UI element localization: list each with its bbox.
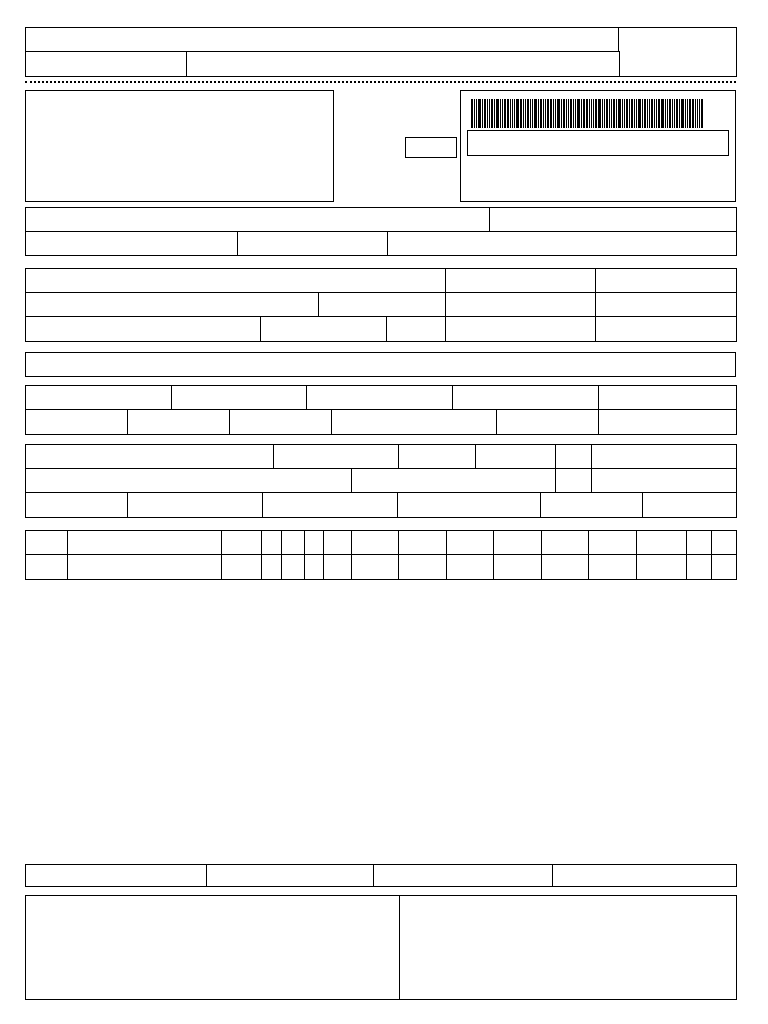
recipient-cnpj: [445, 268, 597, 293]
barcode-bar: [679, 99, 680, 128]
tax-total-invoice: [598, 409, 737, 435]
product-header-cell: [323, 530, 352, 555]
barcode-bar: [581, 99, 582, 128]
barcode-bar: [573, 99, 574, 128]
recipient-phone: [260, 316, 388, 342]
barcode-bar: [553, 99, 554, 128]
barcode-bar: [613, 99, 615, 128]
issuer-block: [25, 90, 334, 202]
barcode-bar: [667, 99, 668, 128]
operation-block: [25, 207, 736, 256]
recipient-district: [318, 292, 447, 317]
barcode-bar: [685, 99, 686, 128]
antt-code: [398, 444, 477, 469]
barcode-bar: [634, 99, 635, 128]
cut-line: [25, 81, 736, 83]
barcode-bar: [540, 99, 542, 128]
barcode-icon: [471, 99, 721, 128]
barcode-bar: [586, 99, 588, 128]
volume-species: [127, 492, 264, 518]
ie-st-field: [237, 231, 389, 256]
product-row-cell: [351, 554, 399, 580]
barcode-bar: [649, 99, 650, 128]
barcode-bar: [474, 99, 475, 128]
doc-type-box: [405, 137, 457, 158]
product-row-cell: [25, 554, 68, 580]
barcode-bar: [557, 99, 560, 128]
barcode-bar: [602, 99, 603, 128]
barcode-bar: [545, 99, 546, 128]
barcode-bar: [624, 99, 625, 128]
access-key-field: [467, 130, 729, 156]
recipient-time: [595, 316, 737, 342]
protocol-field: [489, 207, 737, 232]
barcode-bar: [575, 99, 576, 128]
barcode-bar: [687, 99, 688, 128]
barcode-bar: [695, 99, 696, 128]
tax-discount: [229, 409, 333, 435]
barcode-bar: [577, 99, 580, 128]
barcode-bar: [626, 99, 628, 128]
header-block: [25, 27, 736, 77]
product-header-cell: [351, 530, 399, 555]
barcode-bar: [629, 99, 630, 128]
barcode-bar: [606, 99, 608, 128]
net-weight: [642, 492, 737, 518]
volume-qty: [25, 492, 129, 518]
barcode-bar: [525, 99, 526, 128]
barcode-bar: [583, 99, 585, 128]
carrier-name: [25, 444, 275, 469]
barcode-bar: [669, 99, 671, 128]
barcode-bar: [516, 99, 519, 128]
product-header-cell: [686, 530, 712, 555]
barcode-bar: [651, 99, 653, 128]
header-title-cell: [25, 27, 619, 52]
tax-value-icms: [171, 385, 308, 410]
product-row-cell: [446, 554, 494, 580]
barcode-bar: [484, 99, 486, 128]
cnpj-field: [387, 231, 737, 256]
product-row-cell: [493, 554, 542, 580]
tax-block: [25, 385, 736, 435]
barcode-bar: [570, 99, 572, 128]
vehicle-plate: [475, 444, 557, 469]
product-header-cell: [25, 530, 68, 555]
barcode-bar: [676, 99, 678, 128]
barcode-bar: [555, 99, 556, 128]
barcode-bar: [595, 99, 597, 128]
barcode-bar: [489, 99, 490, 128]
additional-info: [25, 895, 736, 1000]
recipient-address: [25, 292, 320, 317]
product-row-cell: [636, 554, 687, 580]
barcode-bar: [561, 99, 562, 128]
billing-strip: [25, 352, 736, 377]
product-header-cell: [67, 530, 222, 555]
barcode-bar: [538, 99, 539, 128]
barcode-bar: [611, 99, 612, 128]
recipient-state: [386, 316, 447, 342]
barcode-bar: [636, 99, 637, 128]
carrier-city: [351, 468, 557, 493]
tax-total-products: [598, 385, 737, 410]
tax-base-st: [306, 385, 454, 410]
tax-value-st: [452, 385, 600, 410]
barcode-bar: [656, 99, 657, 128]
tax-freight: [25, 409, 129, 435]
barcode-bar: [547, 99, 549, 128]
nature-of-operation: [25, 207, 491, 232]
barcode-bar: [622, 99, 623, 128]
product-header-cell: [446, 530, 494, 555]
barcode-bar: [568, 99, 569, 128]
barcode-bar: [534, 99, 537, 128]
carrier-address: [25, 468, 353, 493]
product-header-cell: [398, 530, 447, 555]
barcode-bar: [631, 99, 633, 128]
barcode-bar: [618, 99, 621, 128]
recipient-block: [25, 268, 736, 342]
additional-info-left: [25, 895, 401, 1000]
barcode-bar: [471, 99, 473, 128]
barcode-bar: [478, 99, 481, 128]
tax-base-icms: [25, 385, 173, 410]
product-row-cell: [588, 554, 637, 580]
barcode-bar: [616, 99, 617, 128]
product-row-cell: [686, 554, 712, 580]
recipient-city: [25, 316, 262, 342]
product-header-cell: [281, 530, 305, 555]
recipient-name: [25, 268, 447, 293]
barcode-bar: [665, 99, 666, 128]
barcode-bar: [566, 99, 567, 128]
product-row-cell: [261, 554, 282, 580]
barcode-bar: [563, 99, 565, 128]
barcode-bar: [589, 99, 590, 128]
barcode-bar: [550, 99, 552, 128]
barcode-bar: [543, 99, 544, 128]
tax-insurance: [127, 409, 231, 435]
barcode-bar: [598, 99, 601, 128]
footer-total-4: [552, 864, 737, 887]
product-header-cell: [588, 530, 637, 555]
transport-block: [25, 444, 736, 518]
footer-total-2: [206, 864, 375, 887]
recipient-ie: [445, 316, 597, 342]
barcode-bar: [532, 99, 533, 128]
barcode-bar: [494, 99, 495, 128]
recipient-zip: [445, 292, 597, 317]
recipient-date: [595, 268, 737, 293]
barcode-bar: [530, 99, 531, 128]
barcode-bar: [591, 99, 592, 128]
barcode-bar: [692, 99, 694, 128]
barcode-bar: [642, 99, 643, 128]
barcode-bar: [647, 99, 648, 128]
carrier-state: [555, 468, 593, 493]
product-header-cell: [493, 530, 542, 555]
barcode-bar: [523, 99, 524, 128]
barcode-bar: [672, 99, 673, 128]
recipient-exit-date: [595, 292, 737, 317]
barcode-bar: [699, 99, 700, 128]
footer-totals: [25, 864, 736, 887]
product-row-cell: [398, 554, 447, 580]
product-row-cell: [541, 554, 589, 580]
barcode-bar: [701, 99, 703, 128]
barcode-bar: [507, 99, 509, 128]
barcode-bar: [502, 99, 503, 128]
barcode-bar: [510, 99, 511, 128]
barcode-bar: [527, 99, 529, 128]
product-row-cell: [67, 554, 222, 580]
product-header-cell: [541, 530, 589, 555]
vehicle-state: [555, 444, 593, 469]
barcode-bar: [504, 99, 506, 128]
tax-other: [331, 409, 498, 435]
barcode-bar: [658, 99, 660, 128]
header-subtitle-right: [186, 51, 620, 77]
product-row-cell: [711, 554, 737, 580]
carrier-cnpj: [591, 444, 737, 469]
barcode-bar: [520, 99, 522, 128]
barcode-bar: [593, 99, 594, 128]
barcode-bar: [681, 99, 684, 128]
barcode-bar: [697, 99, 698, 128]
barcode-bar: [476, 99, 477, 128]
volume-number: [397, 492, 542, 518]
carrier-ie: [591, 468, 737, 493]
barcode-bar: [661, 99, 664, 128]
gross-weight: [540, 492, 644, 518]
freight-mode: [273, 444, 400, 469]
barcode-bar: [604, 99, 605, 128]
barcode-bar: [674, 99, 675, 128]
barcode-bar: [491, 99, 493, 128]
barcode-bar: [689, 99, 691, 128]
barcode-bar: [638, 99, 641, 128]
volume-brand: [262, 492, 399, 518]
product-header-cell: [304, 530, 324, 555]
product-row-cell: [304, 554, 324, 580]
ie-field: [25, 231, 239, 256]
product-row-cell: [323, 554, 352, 580]
product-row-cell: [281, 554, 305, 580]
footer-total-3: [373, 864, 554, 887]
barcode-bar: [644, 99, 646, 128]
product-row-cell: [221, 554, 262, 580]
header-subtitle-left: [25, 51, 187, 77]
product-table: [25, 530, 736, 580]
barcode-bar: [500, 99, 501, 128]
barcode-bar: [482, 99, 483, 128]
barcode-bar: [609, 99, 610, 128]
barcode-bar: [654, 99, 655, 128]
additional-info-right: [399, 895, 737, 1000]
footer-total-1: [25, 864, 208, 887]
barcode-bar: [487, 99, 488, 128]
product-header-cell: [221, 530, 262, 555]
barcode-bar: [496, 99, 499, 128]
product-header-cell: [261, 530, 282, 555]
product-header-cell: [636, 530, 687, 555]
header-corner-cell: [618, 27, 737, 77]
barcode-bar: [512, 99, 513, 128]
barcode-bar: [514, 99, 515, 128]
tax-ipi: [496, 409, 600, 435]
product-header-cell: [711, 530, 737, 555]
